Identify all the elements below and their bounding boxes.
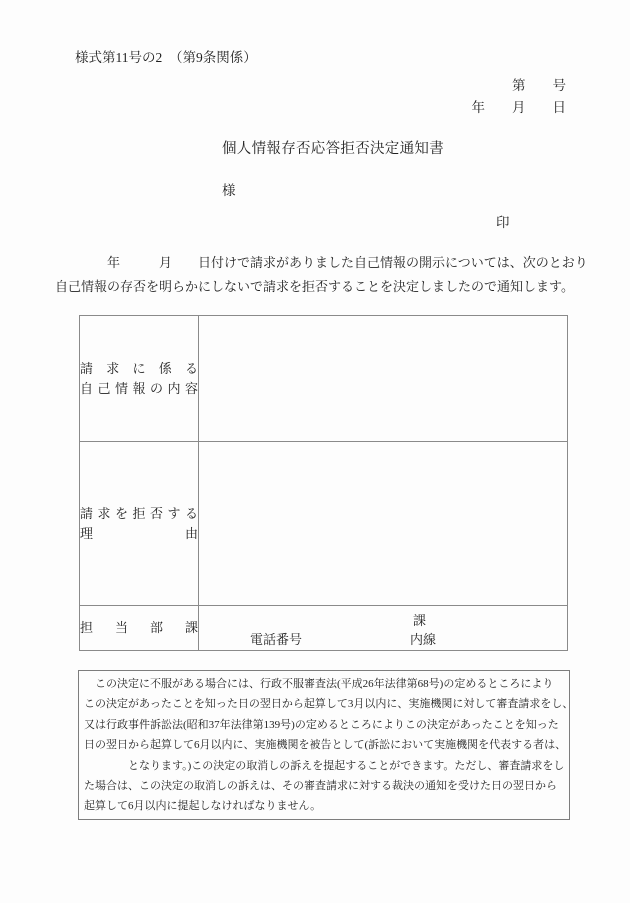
appeal-notice-box [78,670,574,820]
seal-mark: 印 [496,215,510,230]
refusal-reason-content-cell [199,442,568,606]
requested-info-label-cell [80,316,199,442]
requested-info-label-line2: 自己情報の内容 [80,380,198,396]
notice-line-6: た場合は、この決定の取消しの訴えは、その審査請求に対する裁決の通知を受けた日の翌日から [84,780,557,793]
refusal-reason-label-line1: 請求を拒否する [80,506,198,521]
department-section-suffix: 課 [413,612,427,628]
decision-table [79,315,568,651]
form-number: 様式第11号の2 （第9条関係） [75,50,257,65]
table-row-requested-info [80,316,568,442]
extension-label: 内線 [410,631,437,647]
document-number-line: 第 号 [512,78,566,93]
notice-line-2: この決定があったことを知った日の翌日から起算して3月以内に、実施機関に対して審査請求をし、 [84,698,574,711]
refusal-reason-label-cell [80,442,199,606]
requested-info-content-cell [199,316,568,442]
notice-line-5: となります。)この決定の取消しの訴えを提起することができます。ただし、審査請求をし [84,759,565,772]
addressee-suffix: 様 [222,183,236,198]
refusal-reason-label-line2: 理由 [80,525,198,541]
notice-line-3: 又は行政事件訴訟法(昭和37年法律第139号)の定めるところによりこの決定があったことを知った [84,718,559,731]
department-label: 担当部課 [80,620,198,636]
body-paragraph-line2: 自己情報の存否を明らかにしないで請求を拒否することを決定しましたので通知します。 [55,278,574,294]
department-label-cell [80,606,199,651]
table-row-department [80,606,568,651]
page-title: 個人情報存否応答拒否決定通知書 [222,141,444,157]
phone-number-label: 電話番号 [250,631,303,647]
table-row-refusal-reason [80,442,568,606]
notice-line-7: 起算して6月以内に提起しなければなりません。 [84,800,322,813]
body-paragraph [55,251,588,298]
notice-line-1: この決定に不服がある場合には、行政不服審査法(平成26年法律第68号)の定めるところにより [84,678,554,690]
requested-info-label-line1: 請求に係る [80,361,198,376]
body-paragraph-line1: 年 月 日付けで請求がありました自己情報の開示については、次のとおり [55,255,588,270]
department-content [199,607,567,650]
notice-line-4: 日の翌日から起算して6月以内に、実施機関を被告として(訴訟において実施機関を代表する者は、 [84,739,567,752]
department-content-cell [199,606,568,651]
date-line: 年 月 日 [471,100,566,115]
